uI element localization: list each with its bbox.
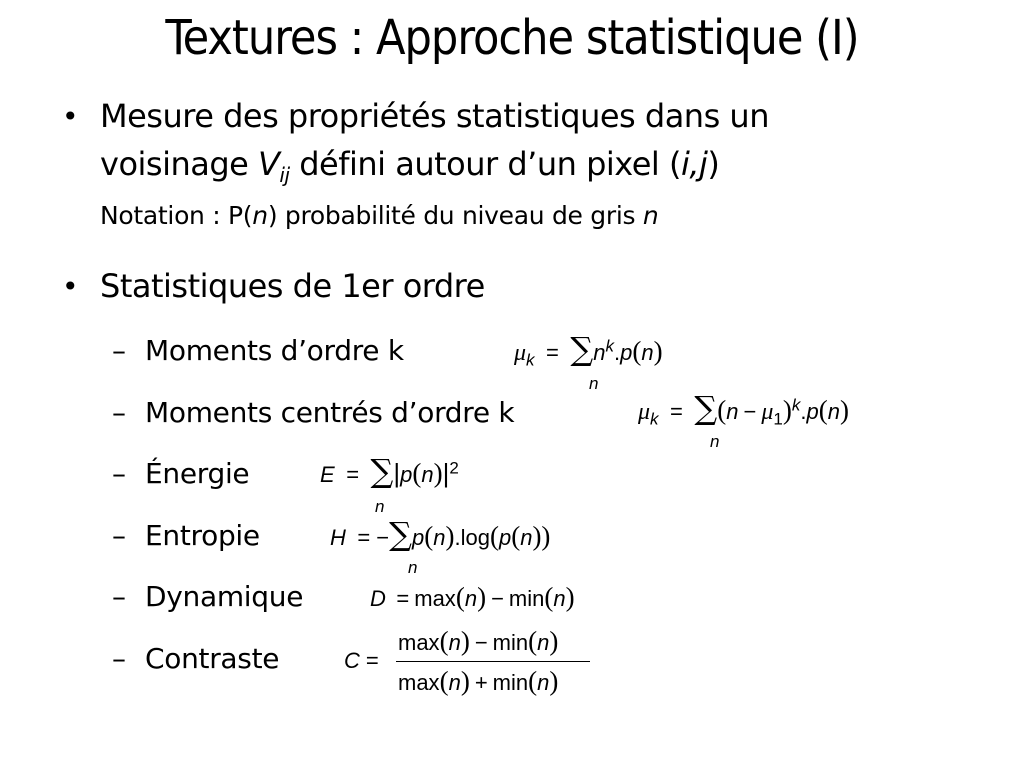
sum-index-n: n	[589, 374, 599, 393]
formula-dynamic: D = max(n) − min(n)	[370, 582, 575, 612]
formula-contrast-numerator: max(n) − min(n)	[398, 626, 559, 656]
slide-title: Textures : Approche statistique (I)	[165, 10, 859, 66]
subitem-energy: Énergie	[145, 457, 250, 490]
subitem-contrast: Contraste	[145, 642, 280, 675]
sum-index-n: n	[375, 497, 385, 516]
sum-index-n: n	[408, 558, 418, 577]
subitem-dash: –	[112, 396, 126, 429]
bullet-1-line-1: Mesure des propriétés statistiques dans un	[100, 97, 769, 135]
subitem-dash: –	[112, 457, 126, 490]
formula-entropy: H = −∑p(n).log(p(n))	[330, 515, 551, 553]
subitem-dash: –	[112, 334, 126, 367]
text-voisinage: voisinage	[100, 145, 259, 183]
bullet-2-label: Statistiques de 1er ordre	[100, 267, 485, 305]
subitem-central-moments: Moments centrés d’ordre k	[145, 396, 515, 429]
subitem-entropy: Entropie	[145, 519, 260, 552]
formula-moment: $\mu_k = \sum n^k.p(n)$	[514, 330, 663, 370]
subitem-dash: –	[112, 642, 126, 675]
text-defini: défini autour d’un pixel (	[289, 145, 681, 183]
notation-var-n-end: n	[642, 201, 659, 230]
fraction-bar	[396, 661, 590, 662]
notation-prefix: Notation : P(	[100, 201, 253, 230]
var-v: V	[258, 145, 280, 183]
bullet-marker: •	[62, 270, 79, 303]
bullet-1-line-2	[100, 145, 720, 188]
sum-index-n: n	[710, 432, 720, 451]
formula-central-moment: $\mu_k = \sum(n - \mu_1)^k.p(n)$	[638, 389, 849, 429]
notation-var-n: n	[252, 201, 268, 230]
formula-energy: $E = \sum|p(n)|^2$	[320, 452, 459, 490]
var-ij-subscript: ij	[279, 163, 290, 188]
notation-line	[100, 201, 658, 230]
bullet-marker: •	[62, 100, 79, 133]
text-paren-close: )	[707, 145, 720, 183]
subitem-dash: –	[112, 519, 126, 552]
subitem-moments: Moments d’ordre k	[145, 334, 404, 367]
subitem-dynamic: Dynamique	[145, 580, 304, 613]
subitem-dash: –	[112, 580, 126, 613]
formula-contrast-denominator: max(n) + min(n)	[398, 666, 559, 696]
formula-contrast-lhs: C =	[344, 648, 379, 673]
notation-mid: ) probabilité du niveau de gris	[267, 201, 643, 230]
var-ij: i,j	[680, 145, 708, 183]
